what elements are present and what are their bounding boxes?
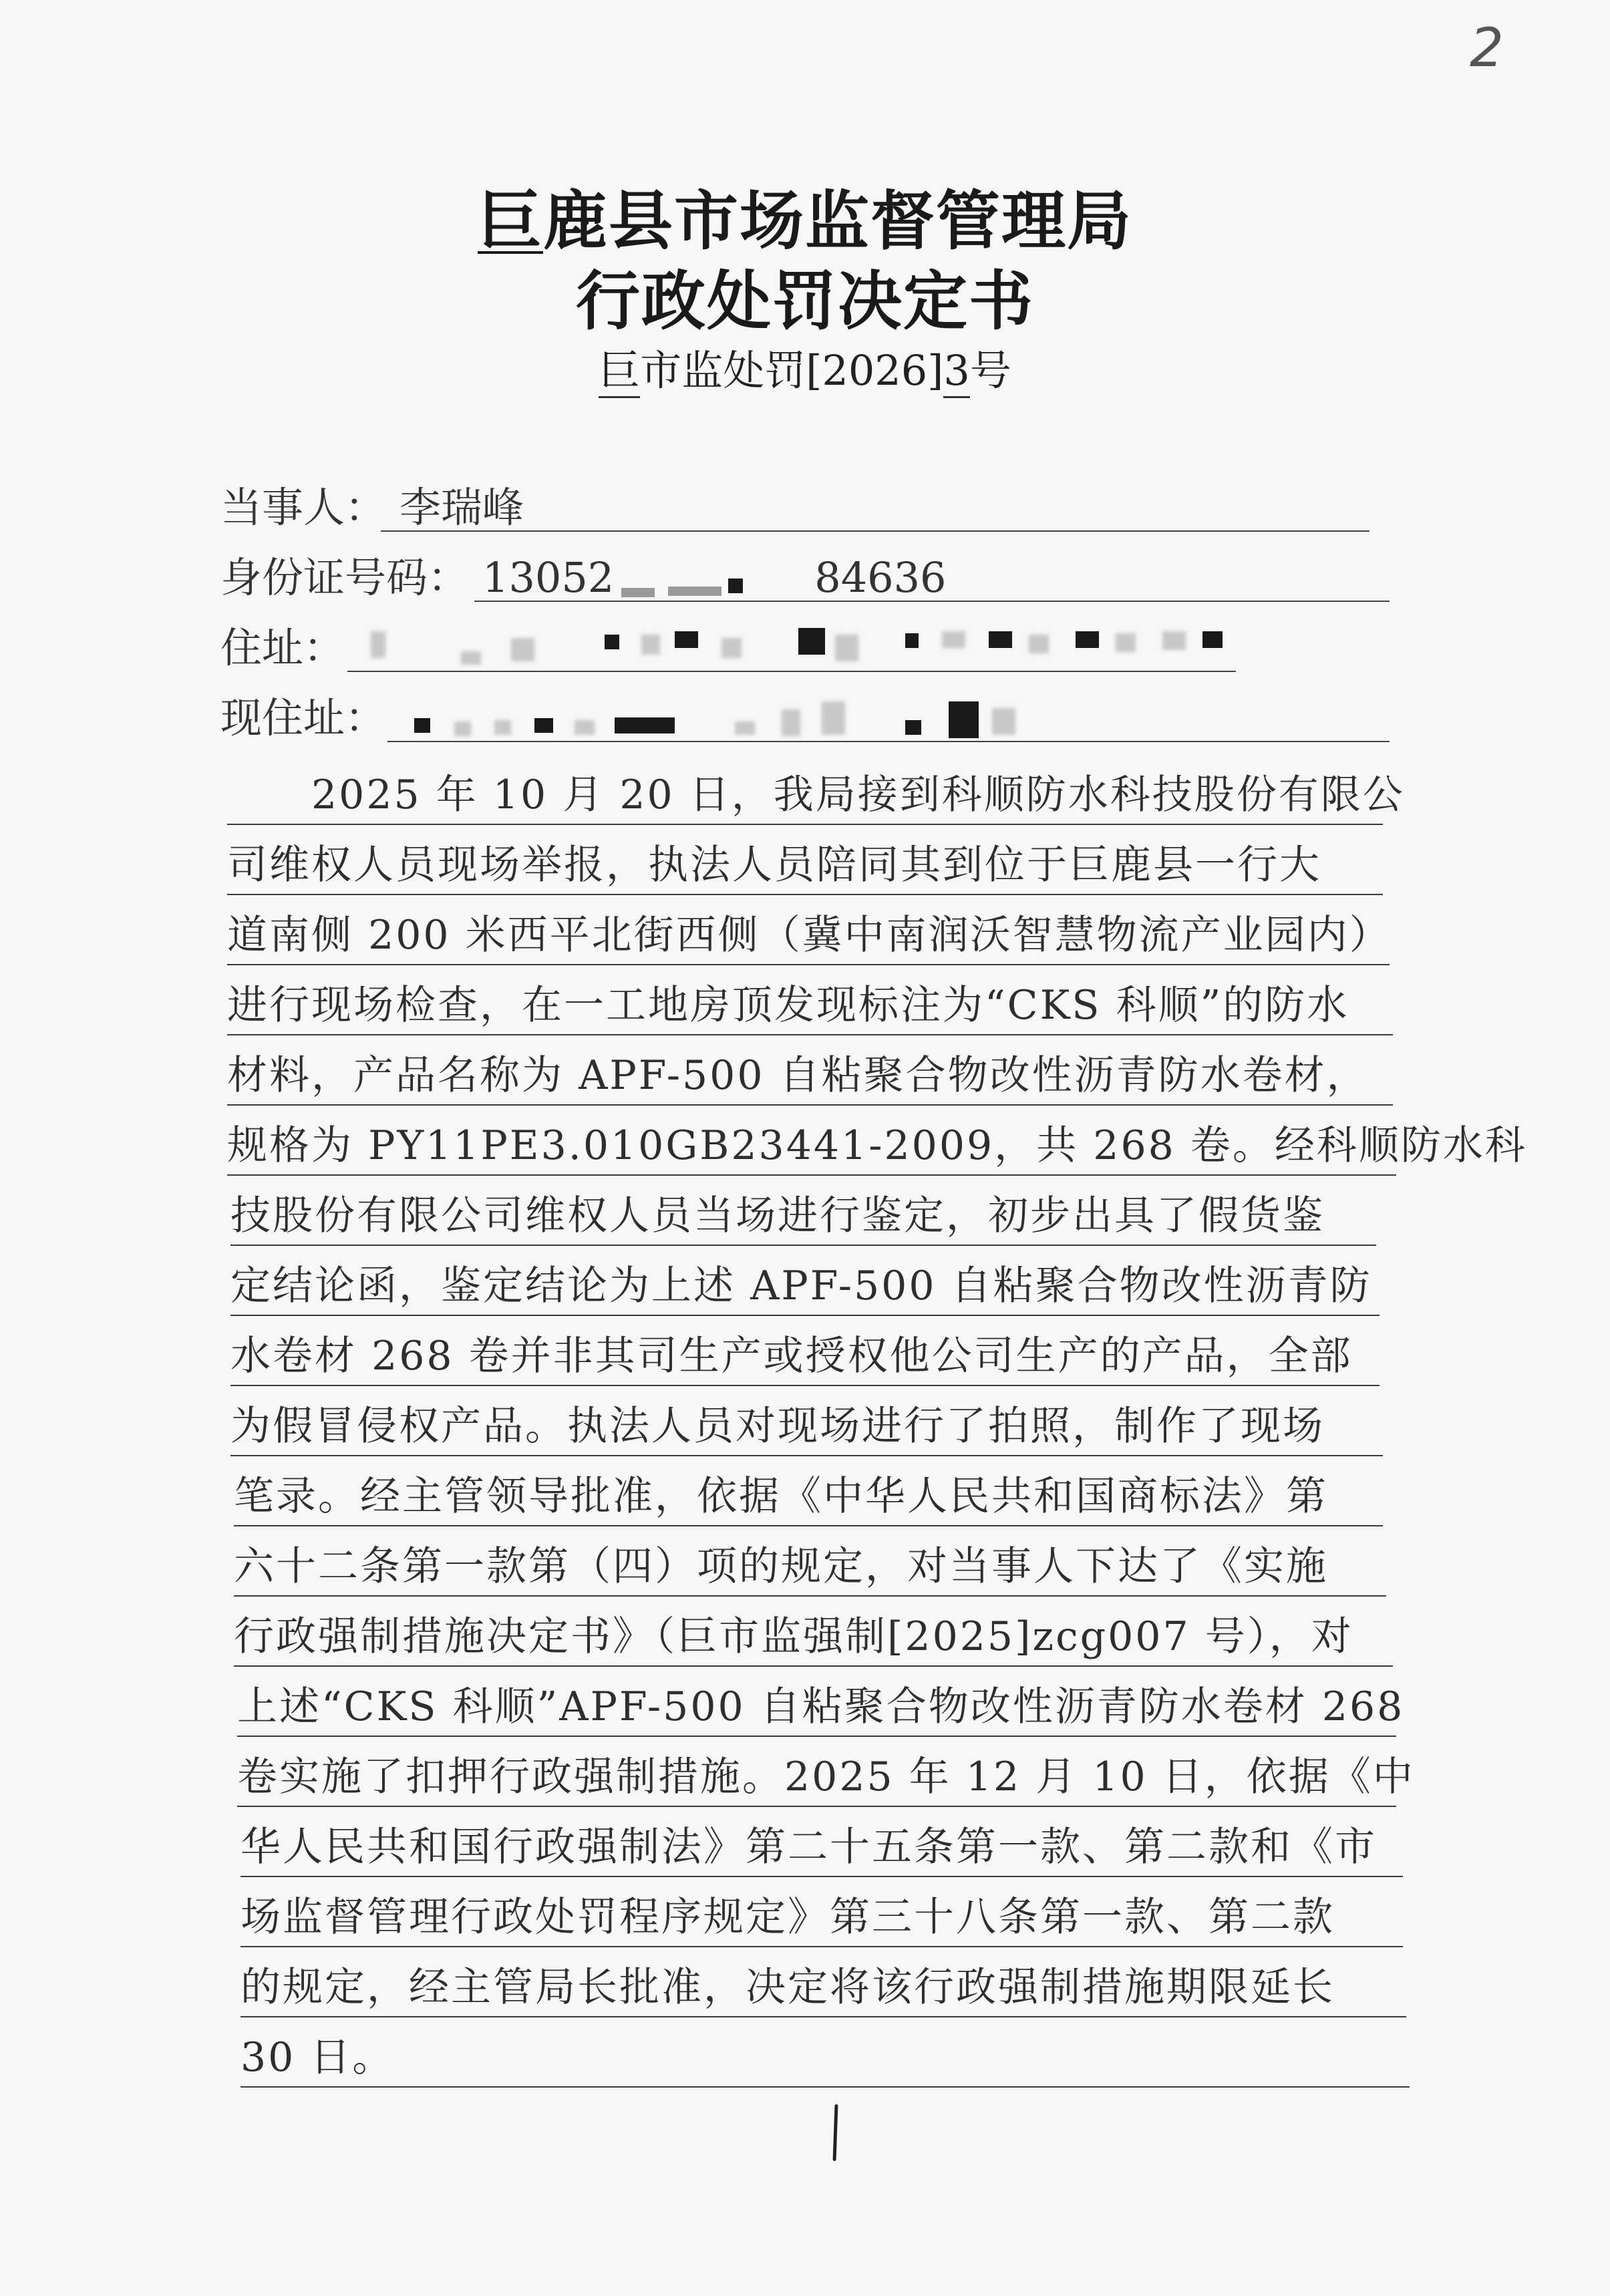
address-redaction [1116,633,1136,652]
body-line-text: 道南侧 200 米西平北街西侧（冀中南润沃智慧物流产业园内） [227,912,1392,959]
address-redaction [721,638,742,658]
body-line [240,2027,1410,2088]
current-address-redaction [949,701,979,738]
body-line [240,1817,1403,1877]
party-name-field [220,481,1370,534]
page-number-mark: 2 [1470,17,1504,79]
document-number [0,337,1610,397]
address-redaction [1162,631,1186,650]
address-redaction [1029,635,1049,653]
body-line [227,765,1405,825]
body-line-text: 卷实施了扣押行政强制措施。2025 年 12 月 10 日，依据《中 [237,1754,1415,1800]
current-address-label: 现住址： [220,693,387,742]
current-address-field [220,691,1390,745]
body-line-text: 水卷材 268 卷并非其司生产或授权他公司生产的产品，全部 [230,1333,1353,1379]
body-line-text: 定结论函，鉴定结论为上述 APF-500 自粘聚合物改性沥青防 [230,1263,1372,1309]
address-redaction [942,631,965,648]
current-address-redaction [414,718,430,733]
party-id-value-start: 13052 [482,553,615,602]
body-line [227,905,1390,965]
body-line-text: 2025 年 10 月 20 日，我局接到科顺防水科技股份有限公 [227,772,1405,818]
doc-number-prefix: 巨 [599,346,640,398]
current-address-redaction [534,718,553,733]
agency-title-first-char: 巨 [478,184,543,259]
body-line [230,1326,1380,1386]
doc-number-middle: 市监处罚[2026] [640,346,944,395]
current-address-redaction [494,720,511,735]
body-line-text: 进行现场检查，在一工地房顶发现标注为“CKS 科顺”的防水 [227,982,1349,1029]
body-line [234,1607,1393,1667]
body-line [230,1396,1383,1456]
current-address-redaction [615,717,675,733]
body-line [234,1466,1383,1526]
address-redaction [798,628,825,655]
agency-title-rest: 鹿县市场监督管理局 [543,184,1132,259]
address-redaction [511,638,534,661]
current-address-redaction [735,721,755,735]
id-redaction [668,587,721,596]
doc-number-num: 3 [943,346,969,398]
body-line-text: 的规定，经主管局长批准，决定将该行政强制措施期限延长 [240,1964,1335,2011]
body-line [240,1957,1406,2017]
body-line [230,1256,1380,1316]
body-line-text: 场监督管理行政处罚程序规定》第三十八条第一款、第二款 [240,1894,1335,1941]
body-line-text: 技股份有限公司维权人员当场进行鉴定，初步出具了假货鉴 [230,1192,1325,1239]
body-line-text: 笔录。经主管领导批准，依据《中华人民共和国商标法》第 [234,1473,1328,1520]
doc-number-suffix: 号 [969,346,1011,395]
address-redaction [641,635,660,655]
body-line-text: 材料，产品名称为 APF-500 自粘聚合物改性沥青防水卷材， [227,1052,1369,1099]
body-line [227,975,1393,1035]
address-redaction [1202,631,1223,648]
id-redaction [728,579,743,593]
party-id-label: 身份证号码： [220,553,470,602]
body-line-text: 司维权人员现场举报，执法人员陪同其到位于巨鹿县一行大 [227,842,1321,888]
current-address-redaction [454,721,471,736]
body-line-text: 行政强制措施决定书》（巨市监强制[2025]zcg007 号），对 [234,1613,1353,1660]
current-address-redaction [992,708,1015,735]
party-name-label: 当事人： [220,483,387,532]
current-address-redaction [905,720,921,735]
body-line-text: 规格为 PY11PE3.010GB23441-2009，共 268 卷。经科顺防水科 [227,1122,1527,1169]
address-redaction [905,633,919,648]
body-line-text: 为假冒侵权产品。执法人员对现场进行了拍照，制作了现场 [230,1403,1325,1450]
id-redaction [621,588,655,597]
current-address-redaction [782,709,800,736]
body-line [237,1677,1405,1737]
address-redaction [835,635,858,661]
address-redaction [675,631,698,648]
body-line [240,1887,1403,1947]
body-line [237,1747,1415,1807]
party-id-value-end: 84636 [814,553,947,602]
party-name-value: 李瑞峰 [399,483,524,532]
body-line [234,1536,1386,1597]
body-line [227,1045,1393,1106]
address-redaction [461,651,481,665]
current-address-redaction [575,720,595,735]
body-line-text: 30 日。 [240,2034,395,2081]
document-agency-title [0,170,1610,262]
party-id-field [220,551,1390,605]
party-address-label: 住址： [220,623,345,672]
handwritten-page-stroke [833,2104,838,2161]
body-line-text: 华人民共和国行政强制法》第二十五条第一款、第二款和《市 [240,1824,1377,1870]
body-line-text: 上述“CKS 科顺”APF-500 自粘聚合物改性沥青防水卷材 268 [237,1683,1405,1730]
address-redaction [989,631,1012,648]
body-line-text: 六十二条第一款第（四）项的规定，对当事人下达了《实施 [234,1543,1328,1590]
body-line [227,835,1383,895]
address-redaction [1076,631,1099,648]
document-type-title: 行政处罚决定书 [576,264,1034,339]
body-line [227,1116,1527,1176]
address-redaction [605,635,619,649]
body-line [230,1186,1376,1246]
address-redaction [371,631,385,658]
current-address-redaction [822,701,845,735]
